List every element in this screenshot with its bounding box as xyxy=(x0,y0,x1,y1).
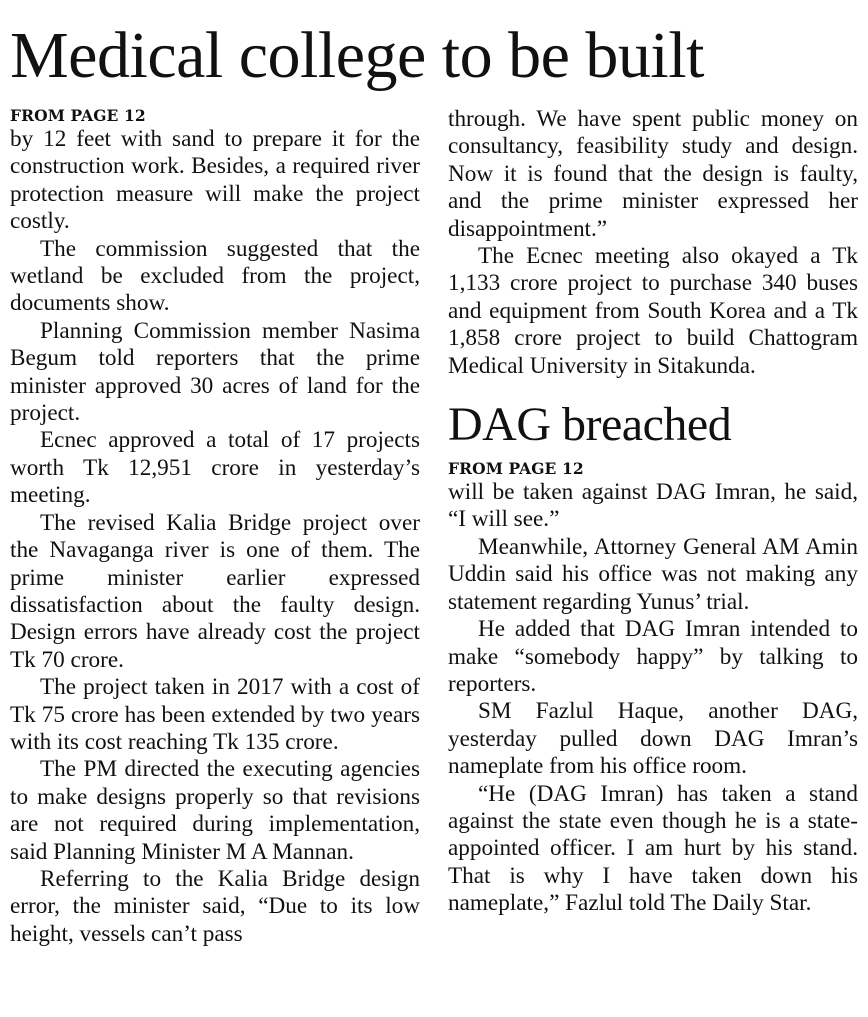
jump-kicker: FROM PAGE 12 xyxy=(448,459,584,479)
article-paragraph: The Ecnec meeting also okayed a Tk 1,133 crore project to purchase 340 buses and equipment from South Korea and a Tk 1,858 crore project to build Chattogram Medical University in Sitakunda. xyxy=(448,243,858,379)
split-paragraph-part-b: through. We have spent public money on consultancy, feasibility study and design. Now it is found that the design is faulty, and the prime minister expressed her disappointment.” xyxy=(448,106,858,242)
jump-kicker: FROM PAGE 12 xyxy=(10,106,146,125)
article-paragraph: SM Fazlul Haque, another DAG, yesterday pulled down DAG Imran’s nameplate from his office room. xyxy=(448,698,858,780)
article-paragraph: The commission suggested that the wetland be excluded from the project, documents show. xyxy=(10,235,420,317)
story-headline-dag-breached: DAG breached xyxy=(448,398,732,452)
article-paragraph-continuation xyxy=(448,106,858,243)
article-paragraph: The PM directed the executing agencies to make designs properly so that revisions are not required during implementation, said Planning Minister M A Mannan. xyxy=(10,756,420,865)
article-paragraph: Ecnec approved a total of 17 projects worth Tk 12,951 crore in yesterday’s meeting. xyxy=(10,427,420,509)
article-paragraph: The project taken in 2017 with a cost of Tk 75 crore has been extended by two years with its cost reaching Tk 135 crore. xyxy=(10,674,420,755)
article-column-right xyxy=(448,106,858,918)
article-paragraph: Planning Commission member Nasima Begum told reporters that the prime minister approved 30 acres of land for the project. xyxy=(10,317,420,427)
article-paragraph: will be taken against DAG Imran, he said, “I will see.” xyxy=(448,479,858,533)
article-column-left xyxy=(10,106,420,948)
article-paragraph: Meanwhile, Attorney General AM Amin Uddin said his office was not making any statement regarding Yunus’ trial. xyxy=(448,533,858,615)
article-paragraph: “He (DAG Imran) has taken a stand against the state even though he is a state-appointed officer. I am hurt by his stand. That is why I have taken down his nameplate,” Fazlul told The Daily Star. xyxy=(448,780,858,917)
story-headline-medical-college: Medical college to be built xyxy=(10,19,704,92)
article-paragraph-continued xyxy=(10,866,420,948)
split-paragraph-part-a: Referring to the Kalia Bridge design error, the minister said, “Due to its low height, vessels can’t pass xyxy=(10,865,420,947)
article-paragraph: The revised Kalia Bridge project over the Navaganga river is one of them. The prime minister earlier expressed dissatisfaction about the faulty design. Design errors have already cost the project Tk 70 crore. xyxy=(10,509,420,673)
article-paragraph: by 12 feet with sand to prepare it for the construction work. Besides, a required river protection measure will make the project costly. xyxy=(10,126,420,235)
article-paragraph: He added that DAG Imran intended to make “somebody happy” by talking to reporters. xyxy=(448,616,858,697)
